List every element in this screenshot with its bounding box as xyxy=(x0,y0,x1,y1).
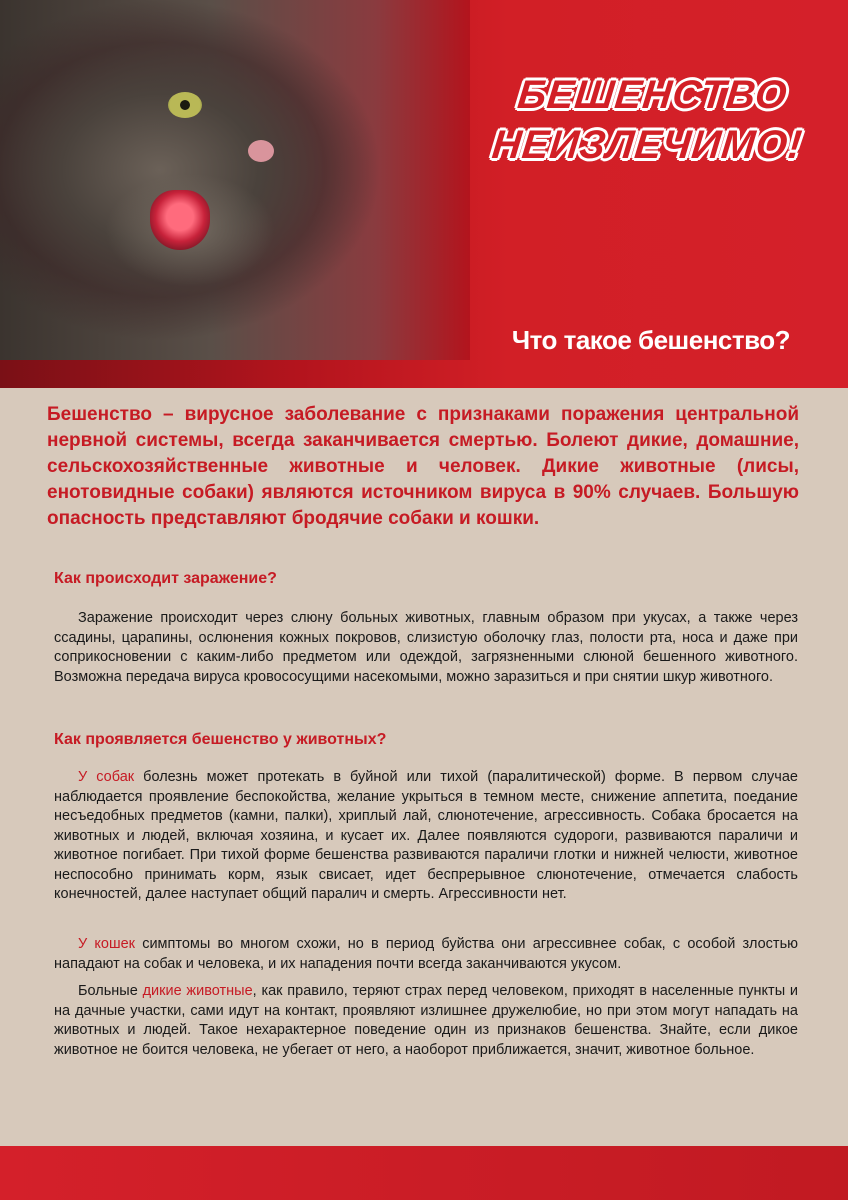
section-heading-infection: Как происходит заражение? xyxy=(54,570,277,587)
cats-text: симптомы во многом схожи, но в период буйства они агрессивнее собак, с особой злостью нападают на собак и человека, и их нападения почти всегда заканчиваются укусом. xyxy=(54,936,799,972)
cats-label: У кошек xyxy=(78,936,136,952)
footer-bar xyxy=(0,1146,848,1200)
wild-animals-paragraph xyxy=(54,982,798,1060)
wild-label: дикие животные xyxy=(142,983,253,999)
wild-text: , как правило, теряют страх перед человеком, приходят в населенные пункты и на дачные участки, сами идут на контакт, проявляют излишнее дружелюбие, но при этом могут нападать на животных и людей. Такое нехарактерное поведение один из признаков бешенства. Знайте, если дикое животное не боится человека, не убегает от него, а наоборот приближается, значит, животное больное. xyxy=(54,983,798,1058)
angry-cat-photo xyxy=(0,0,470,360)
dogs-paragraph xyxy=(54,768,798,905)
title-line-2: НЕИЗЛЕЧИМО! xyxy=(490,123,805,167)
cats-paragraph xyxy=(54,935,798,974)
intro-paragraph: Бешенство – вирусное заболевание с признаками поражения центральной нервной системы, всегда заканчивается смертью. Болеют дикие, домашние, сельскохозяйственные животные и человек. Дикие животные (лисы, енотовидные собаки) являются источником вируса в 90% случаев. Большую опасность представляют бродячие собаки и кошки. xyxy=(47,404,799,529)
header-banner xyxy=(0,0,848,388)
dogs-text: болезнь может протекать в буйной или тихой (паралитической) форме. В первом случае наблюдается проявление беспокойства, желание укрыться в темном месте, снижение аппетита, поедание несъедобных предметов (камни, палки), хриплый лай, слюнотечение, агрессивность. Собака бросается на животных и людей, включая хозяина, и кусает их. Далее появляются судороги, развиваются параличи и животное погибает. При тихой форме бешенства развиваются параличи глотки и нижней челюсти, животное неспособно принимать корм, язык свисает, идет беспрерывное слюнотечение, отмечается слабость конечностей, далее наступает общий паралич и смерть. Агрессивности нет. xyxy=(54,769,798,902)
cat-mouth xyxy=(150,190,210,250)
wild-prefix: Больные xyxy=(78,983,143,999)
cat-nose xyxy=(248,140,274,162)
cat-eye xyxy=(168,92,202,118)
title-line-1: БЕШЕНСТВО xyxy=(515,73,790,117)
dogs-label: У собак xyxy=(78,769,135,785)
page-title xyxy=(465,70,836,170)
infection-paragraph: Заражение происходит через слюну больных животных, главным образом при укусах, а также через ссадины, царапины, ослюнения кожных покровов, слизистую оболочку глаз, полости рта, носа и даже при соприкосновении с каким-либо предметом или одеждой, загрязненными слюной бешенного животного. Возможна передача вируса кровососущими насекомыми, можно заразиться и при снятии шкур животного. xyxy=(54,610,798,685)
section-heading-symptoms: Как проявляется бешенство у животных? xyxy=(54,731,387,748)
page-subtitle: Что такое бешенство? xyxy=(511,325,790,355)
